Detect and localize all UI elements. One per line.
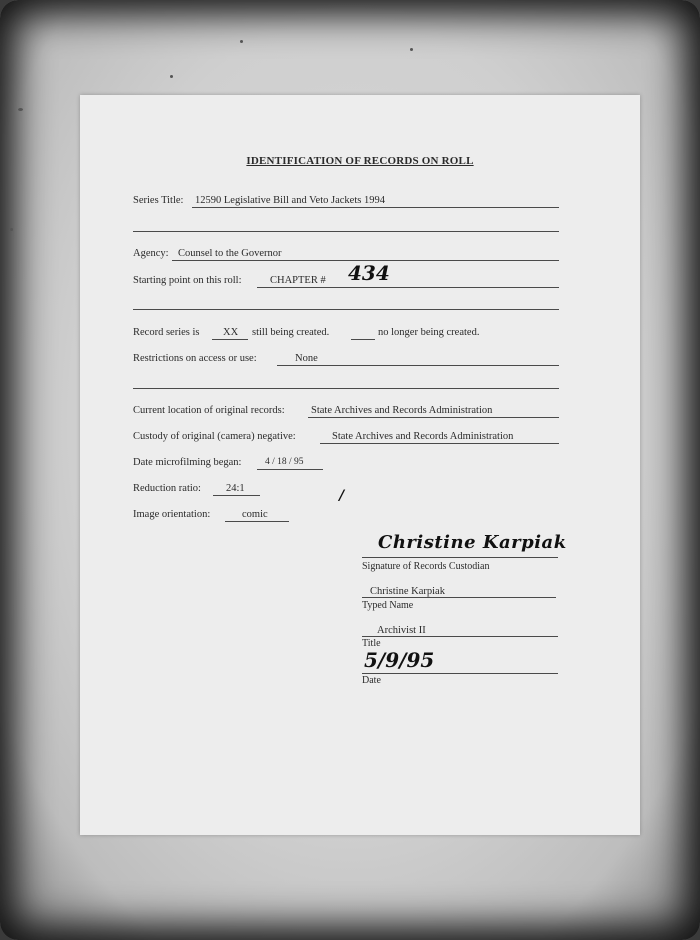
film-speck <box>410 48 413 51</box>
date-began-value: 4 / 18 / 95 <box>265 457 304 467</box>
restrictions-value: None <box>295 353 318 364</box>
current-location-value: State Archives and Records Administration <box>311 405 493 416</box>
chapter-number-handwritten: 434 <box>348 261 390 285</box>
title-value: Archivist II <box>377 625 426 636</box>
typed-name-label: Typed Name <box>362 600 414 611</box>
custody-value: State Archives and Records Administration <box>332 431 514 442</box>
reduction-label: Reduction ratio: <box>133 483 201 494</box>
restrictions-line-2 <box>133 388 559 389</box>
film-speck <box>18 108 23 111</box>
date-line <box>362 673 558 674</box>
record-series-mark: XX <box>223 327 239 338</box>
date-began-line <box>257 469 323 470</box>
starting-point-line-2 <box>133 309 559 310</box>
no-longer-being-created-text: no longer being created. <box>378 327 480 338</box>
series-title-value: 12590 Legislative Bill and Veto Jackets 1994 <box>195 195 385 206</box>
starting-point-value: CHAPTER # <box>270 275 326 286</box>
orientation-line <box>225 521 289 522</box>
form-title: IDENTIFICATION OF RECORDS ON ROLL <box>246 155 474 167</box>
reduction-value: 24:1 <box>226 483 245 494</box>
orientation-value: comic <box>242 509 268 520</box>
stray-pen-mark: / <box>339 488 345 504</box>
reduction-line <box>213 495 260 496</box>
signature-line <box>362 557 558 558</box>
signature-label: Signature of Records Custodian <box>362 561 490 572</box>
handwritten-date: 5/9/95 <box>364 648 435 672</box>
typed-name-value: Christine Karpiak <box>370 586 445 597</box>
orientation-label: Image orientation: <box>133 509 211 520</box>
film-speck <box>170 75 173 78</box>
series-title-line-2 <box>133 231 559 232</box>
title-line <box>362 636 558 637</box>
restrictions-line <box>277 365 559 366</box>
date-began-label: Date microfilming began: <box>133 457 242 468</box>
agency-value: Counsel to the Governor <box>178 248 282 259</box>
film-speck <box>240 40 243 43</box>
current-location-line <box>308 417 559 418</box>
current-location-label: Current location of original records: <box>133 405 285 416</box>
starting-point-line <box>257 287 559 288</box>
series-title-label: Series Title: <box>133 195 184 206</box>
record-series-label: Record series is <box>133 327 200 338</box>
still-created-line <box>212 339 248 340</box>
restrictions-label: Restrictions on access or use: <box>133 353 257 364</box>
custody-line <box>320 443 559 444</box>
still-being-created-text: still being created. <box>252 327 330 338</box>
agency-label: Agency: <box>133 248 169 259</box>
no-longer-line <box>351 339 375 340</box>
title-label: Title <box>362 638 381 649</box>
series-title-line <box>192 207 559 208</box>
starting-point-label: Starting point on this roll: <box>133 275 242 286</box>
records-form-sheet <box>80 95 640 835</box>
custody-label: Custody of original (camera) negative: <box>133 431 296 442</box>
typed-name-line <box>362 597 556 598</box>
date-label: Date <box>362 675 381 686</box>
custodian-signature: Christine Karpiak <box>378 532 567 553</box>
film-speck <box>10 228 13 231</box>
